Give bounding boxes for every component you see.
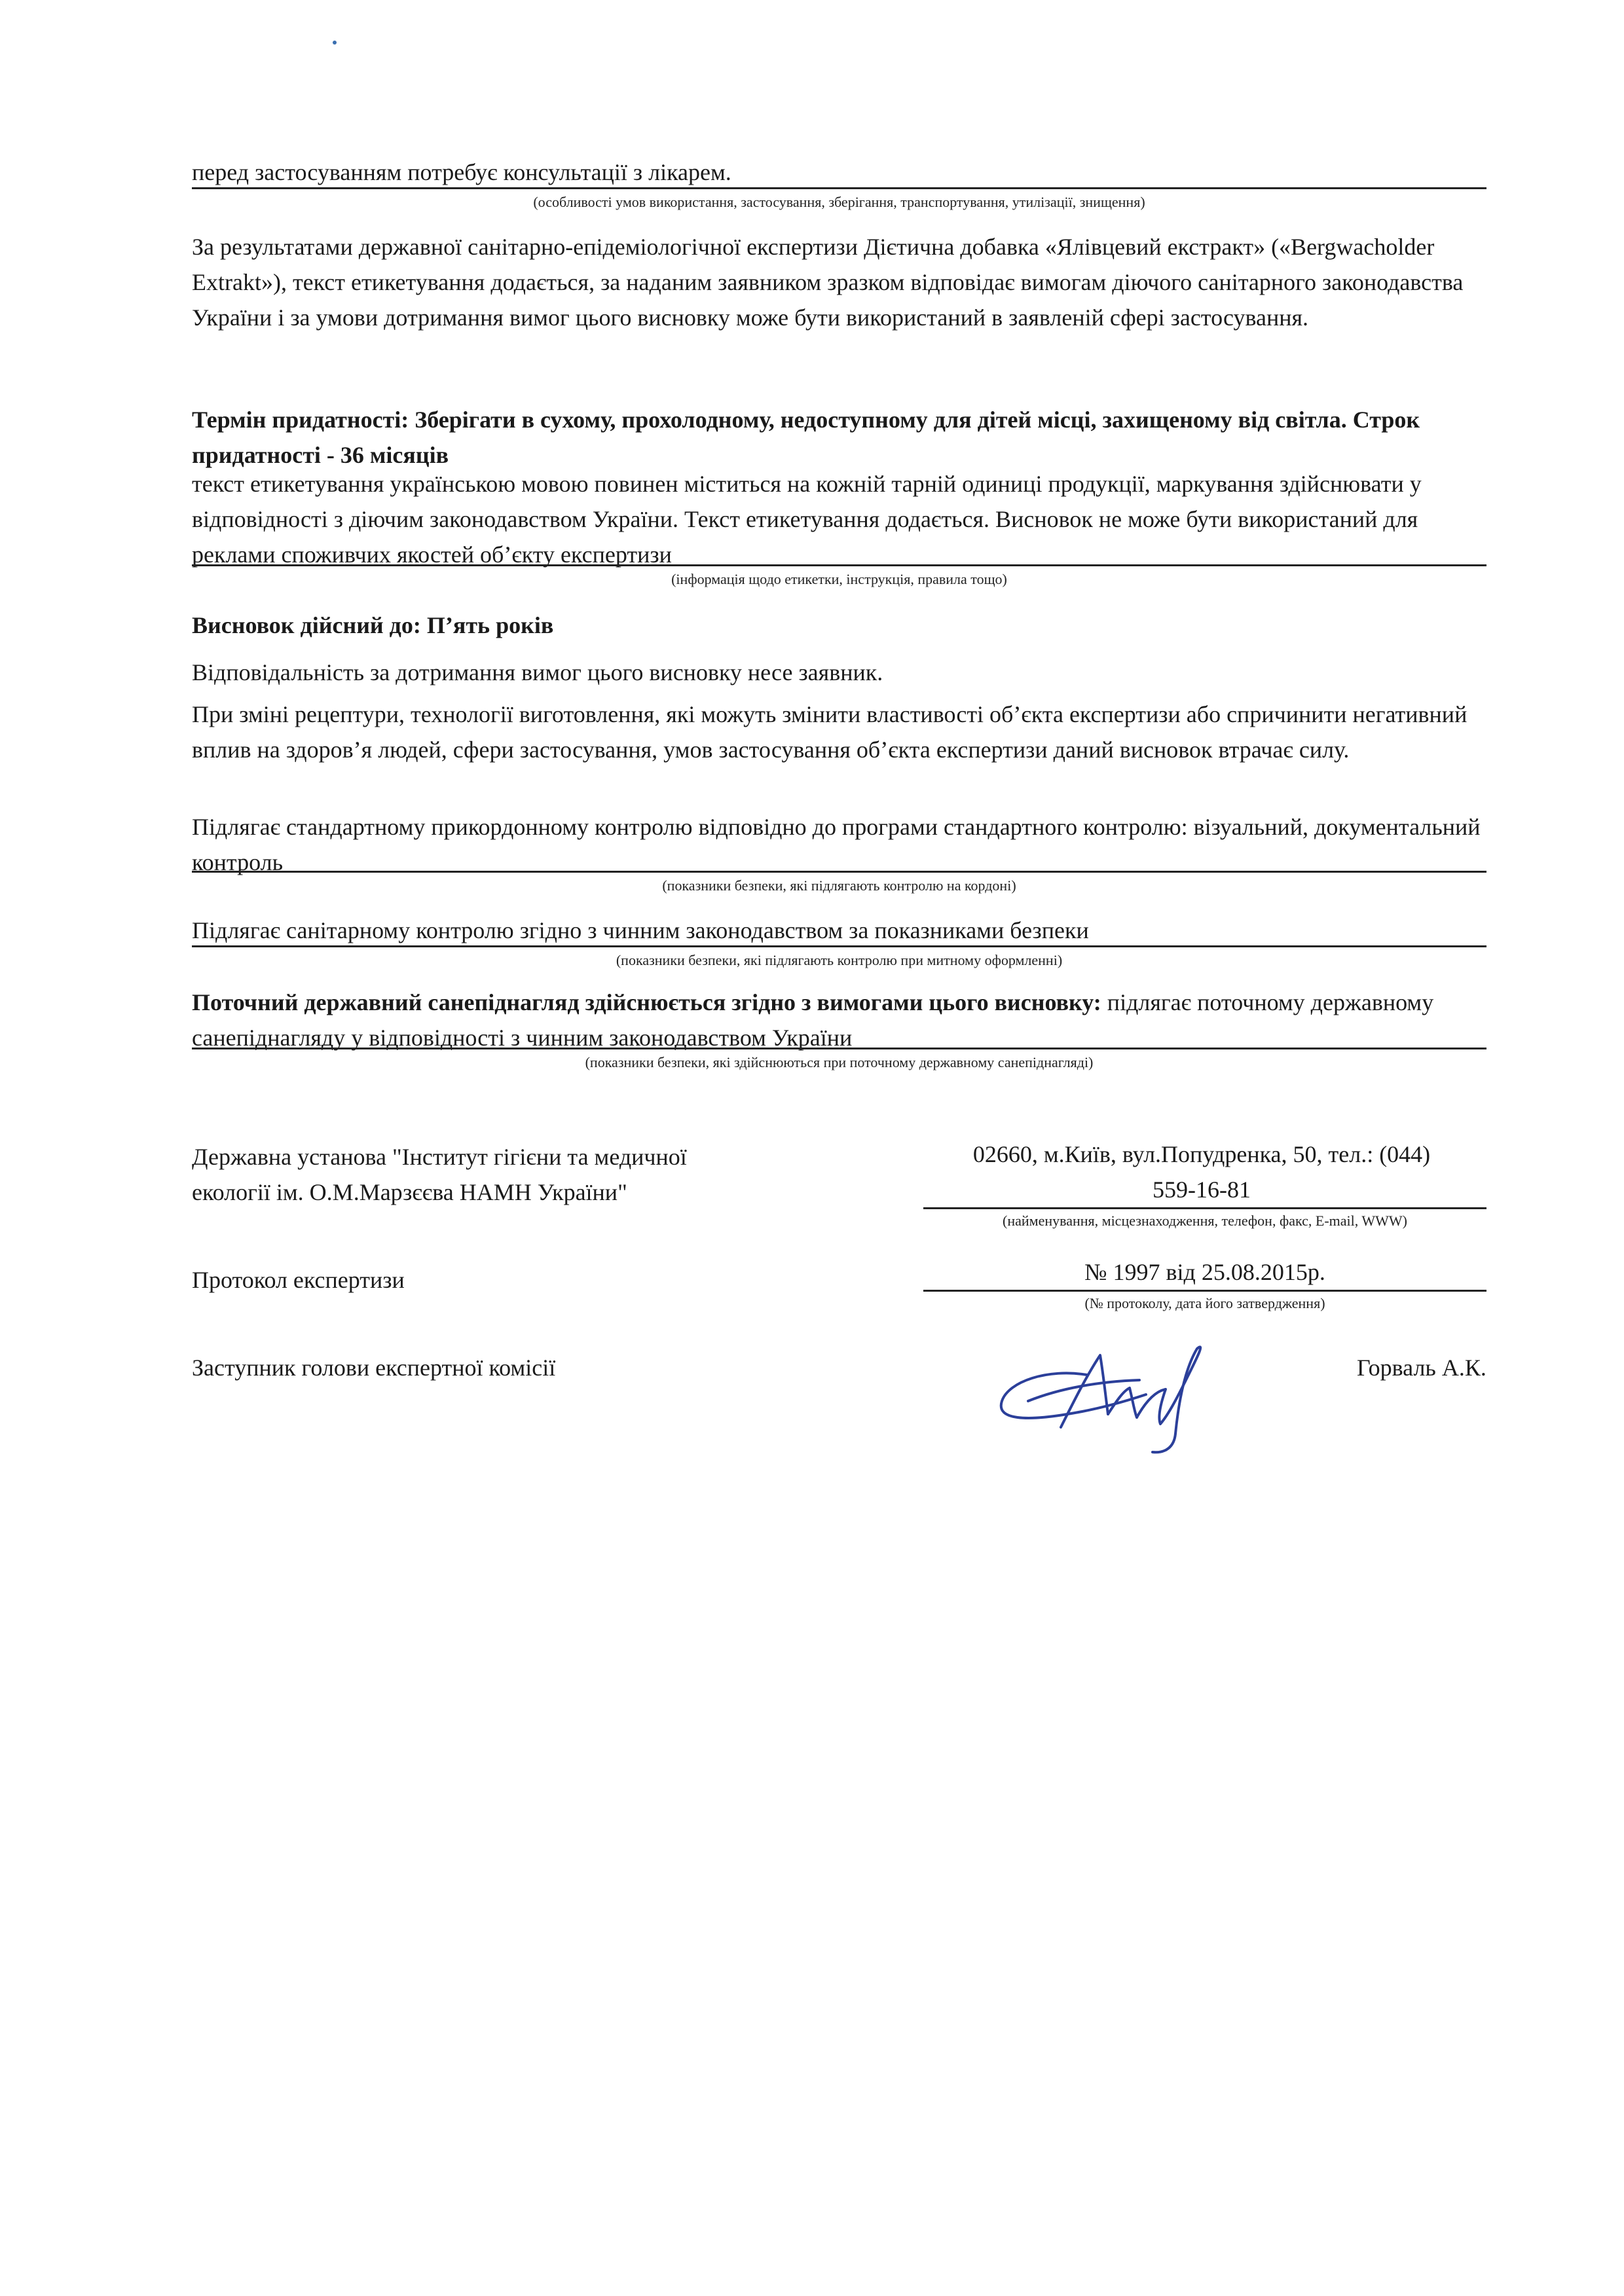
protocol-label: Протокол експертизи: [192, 1267, 405, 1293]
border-caption: (показники безпеки, які підлягають контролю на кордоні): [662, 877, 1016, 894]
institution-caption: (найменування, місцезнаходження, телефон, факс, E-mail, WWW): [1003, 1212, 1407, 1229]
institution-underline: [923, 1207, 1486, 1209]
shelf-life: Термін придатності: Зберігати в сухому, прохолодному, недоступному для дітей місці, захищеному від світла. Строк придатності - 36 місяців: [192, 407, 1420, 468]
labeling-caption: (інформація щодо етикетки, інструкція, правила тощо): [671, 571, 1007, 587]
border-control: Підлягає стандартному прикордонному контролю відповідно до програми стандартного контролю: візуальний, документальний контроль: [192, 814, 1481, 875]
border-underline: [192, 871, 1486, 873]
institution-address-line1: 02660, м.Київ, вул.Попудренка, 50, тел.: (044): [972, 1141, 1431, 1167]
usage-underline: [192, 187, 1486, 189]
institution-name-line2: екології ім. О.М.Марзєєва НАМН України": [192, 1179, 627, 1205]
supervision-label: Поточний державний санепіднагляд здійснюється згідно з вимогами цього висновку:: [192, 989, 1101, 1015]
protocol-underline: [923, 1290, 1486, 1292]
protocol-value: № 1997 від 25.08.2015р.: [1084, 1259, 1325, 1285]
usage-tail: перед застосуванням потребує консультації з лікарем.: [192, 159, 731, 185]
supervision-value: підлягає поточному державному санепіднагляду у відповідності з чинним законодавством України: [192, 989, 1434, 1051]
formula-change: При зміні рецептури, технології виготовлення, які можуть змінити властивості об’єкта експертизи або спричинити негативний вплив на здоров’я людей, сфери застосування, умов застосування об’єкта експертизи даний висновок втрачає силу.: [192, 701, 1467, 763]
institution-name: [192, 1139, 781, 1210]
sanitary-caption: (показники безпеки, які підлягають контролю при митному оформленні): [616, 952, 1063, 968]
signatory-role: Заступник голови експертної комісії: [192, 1355, 556, 1381]
labeling-text: текст етикетування українською мовою повинен міститься на кожній тарній одиниці продукції, маркування здійснювати у відповідності з діючим законодавством України. Текст етикетування додається. Висновок не може бути використаний для реклами споживчих якостей об’єкту експертизи: [192, 471, 1422, 568]
supervision-underline: [192, 1048, 1486, 1049]
institution-address: [917, 1137, 1486, 1207]
scan-speck: [333, 41, 337, 45]
validity-value: П’ять років: [426, 612, 554, 638]
institution-name-line1: Державна установа "Інститут гігієни та медичної: [192, 1144, 687, 1170]
supervision-caption: (показники безпеки, які здійснюються при поточному державному санепіднагляді): [585, 1054, 1094, 1070]
usage-caption: (особливості умов використання, застосування, зберігання, транспортування, утилізації, знищення): [533, 194, 1145, 210]
conclusion-paragraph: За результатами державної санітарно-епідеміологічної експертизи Дієтична добавка «Ялівцевий екстракт» («Bergwacholder Extrakt»), текст етикетування додається, за наданим заявником зразком відповідає вимогам діючого санітарного законодавства України і за умови дотримання вимог цього висновку може бути використаний в заявленій сфері застосування.: [192, 234, 1464, 331]
labeling-underline: [192, 564, 1486, 566]
protocol-caption: (№ протоколу, дата його затвердження): [1084, 1295, 1325, 1311]
institution-address-line2: 559-16-81: [1153, 1176, 1251, 1203]
validity-line: [192, 608, 1488, 643]
responsibility: Відповідальність за дотримання вимог цього висновку несе заявник.: [192, 659, 883, 685]
supervision: [192, 985, 1488, 1055]
handwritten-signature: [989, 1329, 1238, 1460]
validity-label: Висновок дійсний до:: [192, 612, 421, 638]
sanitary-control: Підлягає санітарному контролю згідно з чинним законодавством за показниками безпеки: [192, 917, 1089, 943]
signatory-name: Горваль А.К.: [1357, 1355, 1486, 1381]
sanitary-underline: [192, 945, 1486, 947]
